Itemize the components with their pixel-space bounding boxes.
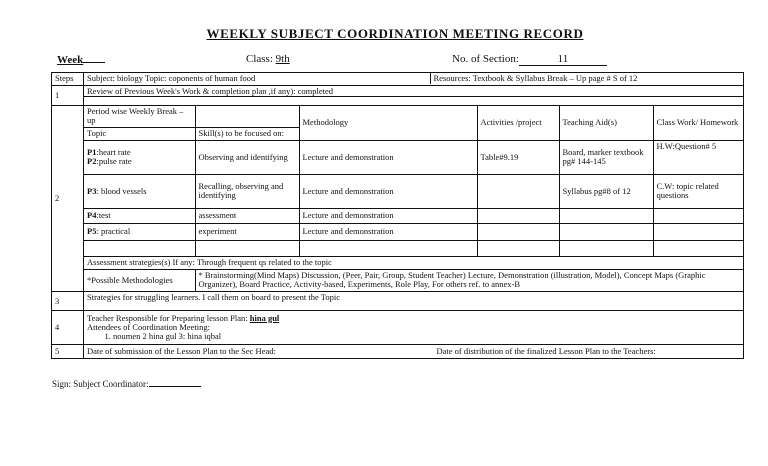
teacher-attendees-cell	[84, 311, 744, 345]
table-row	[84, 223, 743, 240]
subject-resources-table	[84, 73, 743, 84]
section-value: 11	[519, 53, 607, 66]
distribution-date-label: Date of distribution of the finalized Lesson Plan to the Teachers:	[436, 346, 656, 357]
review-text: Review of Previous Week's Work & completion plan ,if any): completed	[84, 86, 743, 97]
col-skills: Skill(s) to be focused on:	[195, 127, 299, 140]
table-row	[84, 208, 743, 223]
week-label: Week	[57, 54, 84, 66]
weekly-breakup-section	[84, 106, 744, 292]
coordinator-signature	[52, 378, 201, 389]
row-aids	[559, 208, 653, 223]
row-activity	[477, 174, 559, 208]
signature-label: Sign: Subject Coordinator:	[52, 379, 149, 389]
row-activity	[477, 223, 559, 240]
table-row-empty	[84, 240, 743, 256]
attendees-label: Attendees of Coordination Meeting:	[87, 322, 210, 333]
row-topic: P3: blood vessels	[84, 174, 195, 208]
step-number-2: 2	[52, 106, 84, 292]
periodwise-header: Period wise Weekly Break – up	[84, 106, 195, 127]
submission-date-label: Date of submission of the Lesson Plan to the Sec Head:	[87, 346, 276, 357]
review-section	[84, 86, 744, 106]
week-blank	[83, 53, 105, 63]
row-aids: Syllabus pg#8 of 12	[559, 174, 653, 208]
step-number-3: 3	[52, 292, 84, 311]
row-skills: experiment	[195, 223, 299, 240]
section-field	[452, 53, 607, 66]
col-activities: Activities /project	[477, 106, 559, 140]
table-row	[84, 174, 743, 208]
row-topic: P5: practical	[84, 223, 195, 240]
col-methodology: Methodology	[299, 106, 477, 140]
row-topic: P1:heart rate P2:pulse rate	[84, 140, 195, 174]
section-label: No. of Section:	[452, 53, 519, 65]
subject-topic-cell: Subject: biology Topic: coponents of human food	[84, 73, 430, 84]
submission-dates-cell	[84, 345, 744, 359]
teacher-responsible-name: hina gul	[249, 312, 280, 323]
possible-methodologies-text: * Brainstorming(Mind Maps) Discussion, (Peer, Pair, Group, Student Teacher) Lecture, Demonstration (illustration, Model), Concept Maps (Graphic Organizer), Board Practice, Activity-based, Experiments, Role Play, For others ref. to annex-B	[195, 269, 743, 291]
step-number-1: 1	[52, 86, 84, 106]
row-classwork	[653, 208, 743, 223]
col-teaching-aids: Teaching Aid(s)	[559, 106, 653, 140]
steps-header: Steps	[52, 73, 84, 86]
signature-line	[149, 378, 201, 387]
week-field	[57, 53, 105, 66]
col-classwork: Class Work/ Homework	[653, 106, 743, 140]
step-number-4: 4	[52, 311, 84, 345]
teacher-responsible: Teacher Responsible for Preparing lesson Plan: hina gul	[87, 312, 280, 323]
row-skills: Observing and identifying	[195, 140, 299, 174]
row-activity	[477, 208, 559, 223]
assessment-strategies: Assessment strategies(s) If any: Through frequent qs related to the topic	[84, 256, 743, 269]
struggling-learners-text: Strategies for struggling learners. I call them on board to present the Topic	[84, 292, 744, 311]
row-classwork: C.W: topic related questions	[653, 174, 743, 208]
meeting-record-table	[51, 72, 744, 359]
row-skills: Recalling, observing and identifying	[195, 174, 299, 208]
step-number-5: 5	[52, 345, 84, 359]
table-row	[84, 140, 743, 174]
subject-row	[84, 73, 744, 86]
row-classwork	[653, 223, 743, 240]
attendees-item: 1. noumen 2 hina gul 3: hina iqbal	[113, 332, 740, 341]
row-skills: assessment	[195, 208, 299, 223]
row-aids	[559, 223, 653, 240]
row-method: Lecture and demonstration	[299, 140, 477, 174]
attendees-list	[87, 332, 740, 341]
row-classwork: H.W:Question# 5	[653, 140, 743, 174]
weekly-breakup-table	[84, 106, 743, 291]
class-field	[246, 53, 290, 65]
row-topic: P4:test	[84, 208, 195, 223]
row-method: Lecture and demonstration	[299, 208, 477, 223]
class-value: 9th	[275, 53, 290, 65]
page-title: WEEKLY SUBJECT COORDINATION MEETING RECORD	[206, 26, 584, 41]
row-activity: Table#9.19	[477, 140, 559, 174]
class-label: Class:	[246, 53, 273, 65]
row-method: Lecture and demonstration	[299, 223, 477, 240]
col-topic: Topic	[84, 127, 195, 140]
row-method: Lecture and demonstration	[299, 174, 477, 208]
resources-cell: Resources: Textbook & Syllabus Break – Up page # S of 12	[430, 73, 743, 84]
possible-methodologies-label: *Possible Methodologies	[84, 269, 195, 291]
row-aids: Board, marker textbook pg# 144-145	[559, 140, 653, 174]
